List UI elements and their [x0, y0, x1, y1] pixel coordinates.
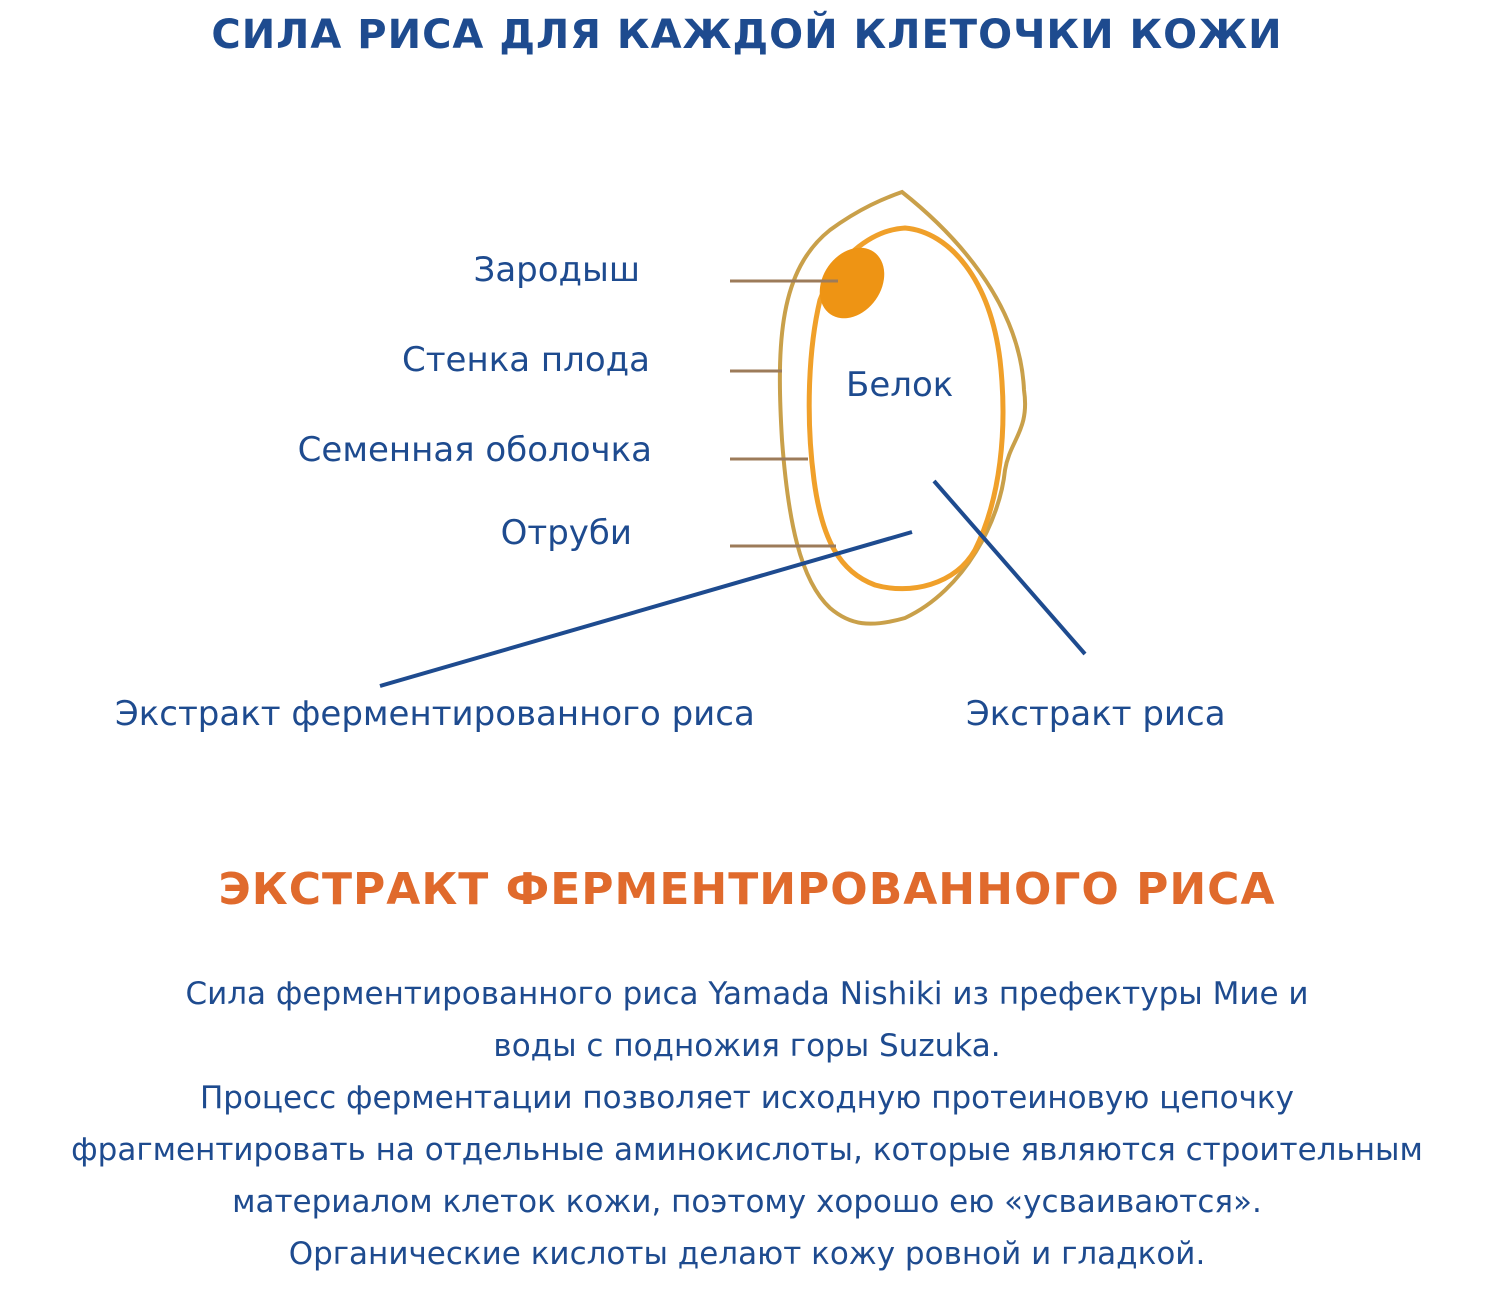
paragraph-line: материалом клеток кожи, поэтому хорошо ею «усваиваются». — [232, 1184, 1262, 1220]
bran-label: Отруби — [500, 513, 632, 553]
paragraph-line: Процесс ферментации позволяет исходную протеиновую цепочку — [199, 1080, 1295, 1116]
seed-coat-label: Семенная оболочка — [297, 430, 652, 470]
paragraph-line: воды с подножия горы Suzuka. — [493, 1028, 1001, 1064]
rice-extract-label: Экстракт риса — [966, 694, 1226, 734]
fruit-wall-label: Стенка плода — [402, 340, 650, 380]
germ-label: Зародыш — [473, 250, 640, 290]
rice-extract-pointer-line — [934, 481, 1085, 654]
paragraph-line: Сила ферментированного риса Yamada Nishiki из префектуры Мие и — [185, 976, 1309, 1012]
section-title: ЭКСТРАКТ ФЕРМЕНТИРОВАННОГО РИСА — [218, 864, 1276, 915]
fermented-extract-label: Экстракт ферментированного риса — [115, 694, 755, 734]
section-paragraph — [0, 968, 1494, 1280]
page-title: СИЛА РИСА ДЛЯ КАЖДОЙ КЛЕТОЧКИ КОЖИ — [211, 12, 1283, 58]
germ-shape — [806, 235, 897, 331]
endosperm-label: Белок — [846, 365, 954, 405]
paragraph-line: Органические кислоты делают кожу ровной и гладкой. — [288, 1236, 1206, 1272]
paragraph-line: фрагментировать на отдельные аминокислоты, которые являются строительным — [71, 1132, 1423, 1168]
